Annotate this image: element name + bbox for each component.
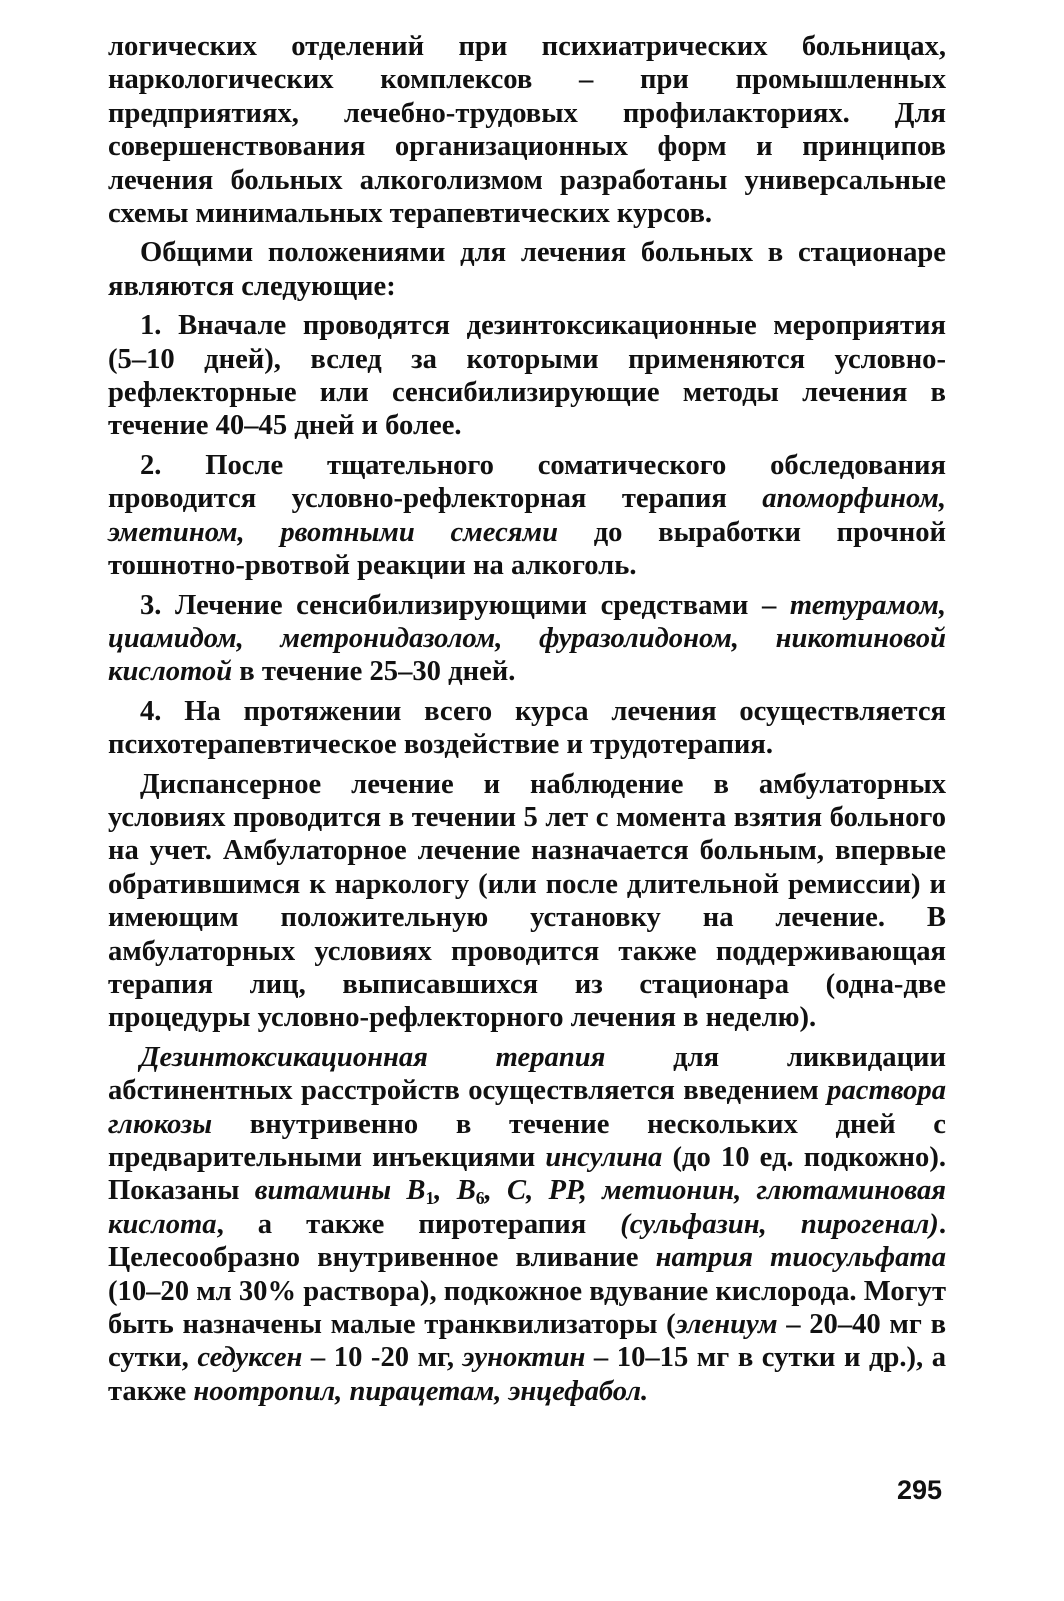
text-segment: внутривенно в течение нескольких дней с предварительными инъекциями	[108, 1108, 946, 1173]
italic-term: , C, PP, метионин, глютаминовая кислота	[108, 1175, 946, 1240]
text-segment: – 20–40 мг в сутки,	[108, 1309, 947, 1374]
text-segment: Общими положениями для лечения больных в стационаре являются следующие:	[108, 237, 946, 302]
paragraph	[108, 30, 946, 230]
text-segment: 4. На протяжении всего курса лечения осуществляется психотерапевтическое воздействие и трудотерапия.	[108, 695, 946, 761]
text-segment: в течение 25–30 дней.	[232, 656, 516, 688]
text-segment: (до 10 ед. подкожно). Показаны	[108, 1142, 946, 1207]
italic-term: седуксен	[197, 1342, 303, 1374]
text-segment: до выработки прочной тошнотно-рвотвой реакции на алкоголь.	[108, 516, 946, 582]
text-segment: логических отделений при психиатрических больницах, наркологических комплексов – при промышленных предприятиях, лечебно-трудовых профилакториях. Для совершенствования организационных форм и принципов лечения больных алкоголизмом разработаны универсальные схемы минимальных терапевтических курсов.	[108, 31, 946, 230]
page-number: 295	[896, 1475, 942, 1505]
italic-term: витамины B	[254, 1175, 426, 1207]
italic-term: эуноктин	[462, 1342, 586, 1374]
paragraph	[108, 768, 946, 1035]
list-item	[108, 309, 946, 443]
paragraph	[108, 1041, 946, 1408]
text-segment: 3. Лечение сенсибилизирующими средствами –	[140, 589, 790, 621]
list-item	[108, 589, 946, 689]
italic-term: ,	[434, 1175, 457, 1207]
body-text	[108, 30, 946, 1414]
italic-term: B	[456, 1175, 476, 1207]
italic-term: элениум	[675, 1309, 778, 1341]
list-item	[108, 695, 946, 762]
italic-term: ноотропил, пирацетам, энцефабол.	[193, 1375, 649, 1407]
text-segment: 1. Вначале проводятся дезинтоксикационные мероприятия (5–10 дней), вслед за которыми применяются условно-рефлекторные или сенсибилизирующие методы лечения в течение 40–45 дней и более.	[108, 310, 946, 442]
paragraph	[108, 236, 946, 303]
text-segment: – 10–15 мг в сутки и др.), а также	[108, 1342, 947, 1407]
text-segment: – 10 -20 мг,	[302, 1342, 463, 1374]
italic-term: Дезинтоксикационная терапия	[140, 1041, 606, 1073]
list-item	[108, 449, 946, 583]
text-segment: Диспансерное лечение и наблюдение в амбулаторных условиях проводится в течении 5 лет с момента взятия больного на учет. Амбулаторное лечение назначается больным, впервые обратившимся к наркологу (или после длительной ремиссии) и имеющим положительную установку на лечение. В амбулаторных условиях проводится также поддерживающая терапия лиц, выписавшихся из стационара (одна-две процедуры условно-рефлекторного лечения в неделю).	[108, 768, 946, 1034]
text-segment: (10–20 мл 30% раствора), подкожное вдувание кислорода. Могут быть назначены малые транквилизаторы (	[108, 1275, 946, 1341]
italic-term: (сульфазин, пирогенал)	[620, 1208, 939, 1240]
subscript: 1	[425, 1188, 435, 1209]
italic-term: тетурамом, циамидом, метронидазолом, фуразолидоном, никотиновой кислотой	[108, 589, 946, 688]
text-segment: , а также пиротерапия	[216, 1208, 621, 1240]
italic-term: натрия тиосульфата	[655, 1242, 946, 1274]
text-segment: для ликвидации абстинентных расстройств осуществляется введением	[108, 1041, 946, 1107]
text-segment: 2. После тщательного соматического обследования проводится условно-рефлекторная терапия	[108, 449, 946, 515]
text-segment: . Целесообразно внутривенное вливание	[108, 1208, 946, 1274]
italic-term: инсулина	[545, 1142, 663, 1173]
italic-term: раствора глюкозы	[108, 1075, 946, 1140]
subscript: 6	[475, 1188, 485, 1209]
italic-term: апоморфином, эметином, рвотными смесями	[108, 483, 946, 548]
